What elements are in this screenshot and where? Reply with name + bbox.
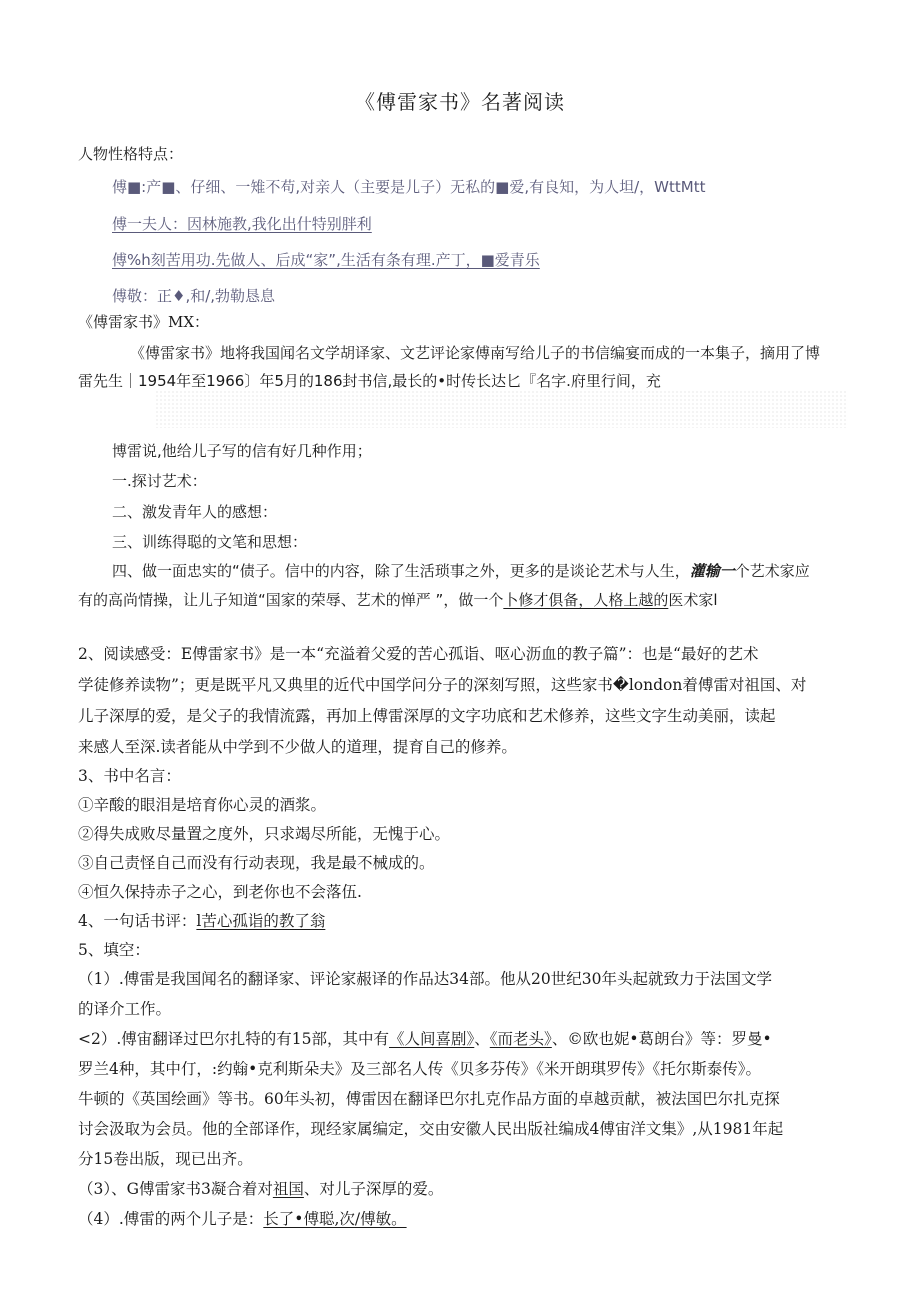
q2-text-c: 、 [474,1030,490,1048]
purpose-item-4-text-a: 四、做一面忠实的“债子。信中的内容，除了生活琐事之外，更多的是谈论艺术与人生， [112,562,690,580]
q2-answer-2: 《而老头》 [489,1030,552,1048]
section4-value: l苦心孤诣的教了翁 [196,912,326,930]
q3-text-c: 、对儿子深厚的爱。 [303,1180,444,1198]
purpose-item-4-line-2 [78,589,718,610]
q4-line [78,1207,407,1229]
quote-3: ③自己责怪自己而没有行动表现，我是最不械成的。 [78,854,435,872]
scan-noise-strip [155,390,847,428]
purpose-item-4-underlined: 卜修才俱备，人格上越的 [503,591,669,609]
purposes-intro: 博雷说,他给儿子写的信有好几种作用； [112,442,372,460]
purpose-item-4-emphasis: 灌输一 [689,562,735,580]
section4-line [78,909,325,931]
q1-line-1: （1）.傅雷是我国闻名的翻译家、评论家赧译的作品达34部。他从20世纪30年头起就致力于法国文学 [78,970,772,988]
character-line-4: 傅敬：正♦,和/,勃勒恳息 [112,287,276,305]
q4-answer: 长了•傅聪,次/傅敏。 [263,1210,407,1228]
purpose-item-4-line-1 [112,560,810,581]
intro-line-1: 《傅雷家书》地将我国闻名文学胡译家、文艺评论家傅南写给儿子的书信编宴而成的一本集子，摘用了博 [130,344,821,362]
section2-line-4: 来感人至深.读者能从中学到不少做人的道理，提育自己的修养。 [78,738,517,756]
q3-line [78,1177,443,1199]
q1-line-2: 的译介工作。 [78,1000,172,1018]
section3-heading: 3、书中名言： [78,767,181,785]
quote-1: ①辛酸的眼泪是培育你心灵的酒浆。 [78,796,327,814]
q2-answer-1: 《人间喜剧》 [389,1030,475,1048]
q2-text-a: <2）.傅宙翻译过巴尔扎特的有15部，其中有 [78,1030,390,1048]
section4-label: 4、一句话书评： [78,912,197,930]
character-line-3: 傅%h刻苦用功.先做人、后成“家”,生活有条有理.产丁，■爱青乐 [112,251,540,269]
quote-2: ②得失成败尽量置之度外，只求竭尽所能，无愧于心。 [78,825,451,843]
characters-heading: 人物性格特点： [78,145,184,163]
q2-line-1 [78,1027,772,1049]
intro-heading: 《傅雷家书》MX： [78,313,210,331]
section2-line-1: 2、阅读感受：E傅雷家书》是一本“充溢着父爱的苦心孤诣、呕心沥血的教子篇”：也是“最好的艺术 [78,645,759,663]
q2-line-2: 罗兰4种，其中仃，:约翰•克利斯朵夫》及三部名人传《贝多芬传》《米开朗琪罗传》《托尔斯泰传》。 [78,1060,761,1078]
q3-text-a: （3）、G傅雷家书3凝合着对 [78,1180,273,1198]
q2-line-4: 讨会汲取为会员。他的全部译作，现经家属编定，交由安徽人民出版社编成4傅宙洋文集》,从1981年起 [78,1120,784,1138]
q2-line-3: 牛顿的《英国绘画》等书。60年头初，傅雷因在翻译巴尔扎克作品方面的卓越贡献，被法国巴尔扎克探 [78,1090,780,1108]
purpose-item-2: 二、激发青年人的感想： [112,503,278,521]
purpose-item-1: 一.探讨艺术： [112,472,207,490]
purpose-item-4-text-e: 医术家l [668,591,718,609]
q2-text-e: 、©欧也妮•葛朗台》等：罗曼• [551,1030,772,1048]
page-title: 《傅雷家书》名著阅读 [355,90,565,114]
purpose-item-3: 三、训练得聪的文笔和思想： [112,533,308,551]
section2-line-2: 学徒修养读物”；更是既平凡又典里的近代中国学问分子的深刻写照，这些家书�london着傅雷对祖国、对 [78,676,807,694]
purpose-item-4-text-d: 有的高尚情操，让儿子知道“国家的荣辱、艺术的惮严 ”，做一个 [78,591,504,609]
character-line-1: 傅■:产■、仔细、一雉不苟,对亲人（主要是儿子）无私的■爱,有良知，为人坦/，WttMtt [112,178,706,196]
q2-line-5: 分15卷出版，现已出齐。 [78,1150,253,1168]
purpose-item-4-text-c: 个艺术家应 [734,562,810,580]
intro-line-2: 雷先生｜1954年至1966〕年5月的186封书信,最长的•时传长达匕『名字.府里行间，充 [78,372,661,390]
q4-text-a: （4）.傅雷的两个儿子是： [78,1210,264,1228]
character-line-2: 傅一夫人：因林施教,我化出什特别胖利 [112,215,372,233]
section5-heading: 5、填空： [78,941,150,959]
section2-line-3: 儿子深厚的爱，是父子的我情流露，再加上傅雷深厚的文字功底和艺术修养，这些文字生动美丽，读起 [78,707,776,725]
quote-4: ④恒久保持赤子之心，到老你也不会落伍. [78,883,362,901]
q3-answer: 祖国 [272,1180,304,1198]
